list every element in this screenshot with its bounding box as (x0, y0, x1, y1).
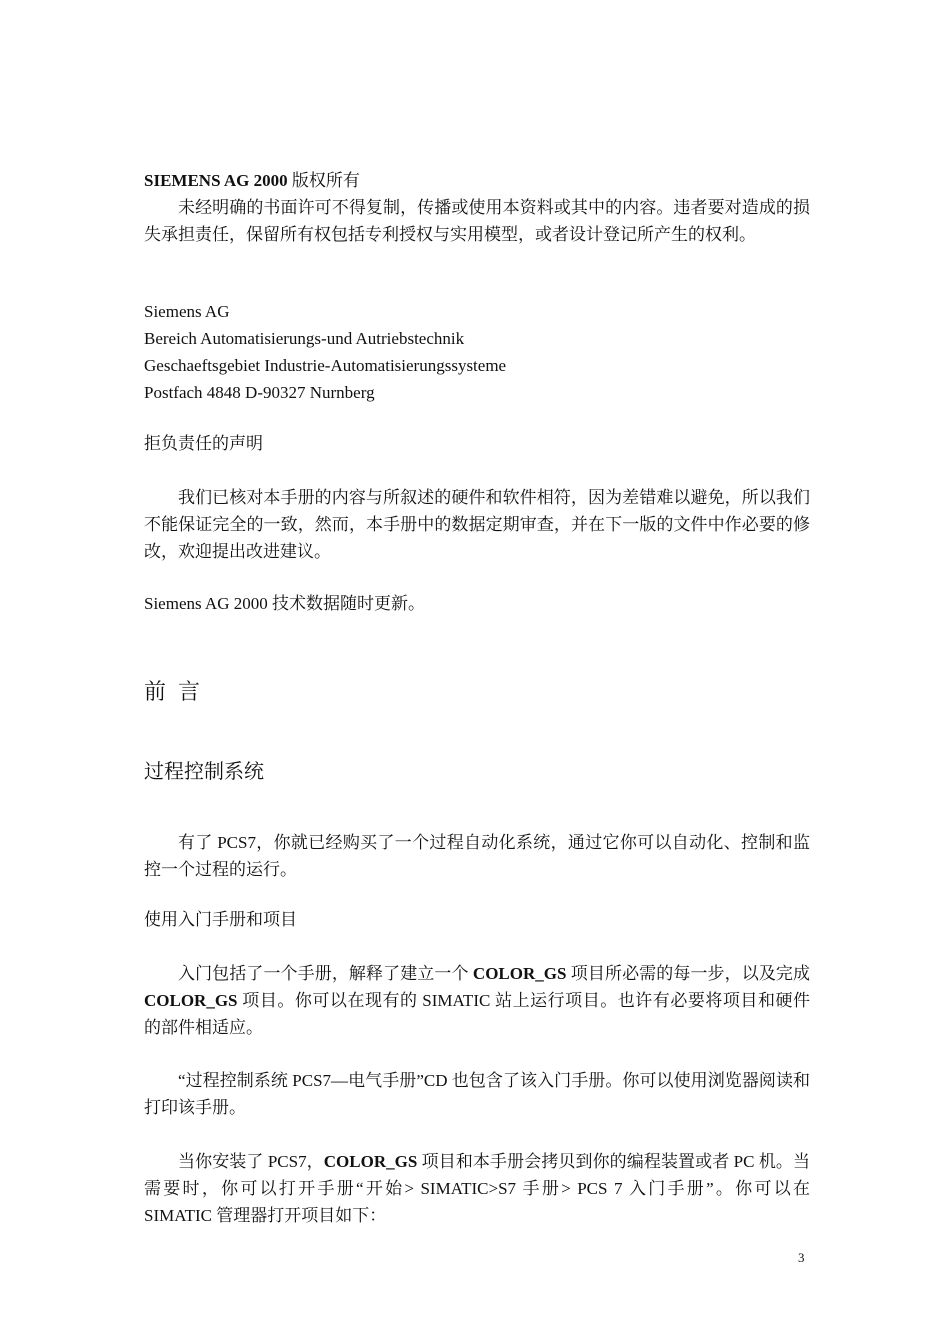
address-line-2: Bereich Automatisierungs-und Autriebstechnik (144, 329, 465, 348)
paragraph-getting-started (144, 960, 810, 1041)
p1-project-name: COLOR_GS (472, 964, 567, 983)
subheading: 使用入门手册和项目 (144, 910, 297, 929)
copyright-body: 未经明确的书面许可不得复制，传播或使用本资料或其中的内容。违者要对造成的损失承担责任，保留所有权包括专利授权与实用模型，或者设计登记所产生的权利。 (144, 198, 810, 244)
paragraph-install (144, 1148, 810, 1229)
copyright-rights: 版权所有 (287, 171, 360, 190)
p1-text-e: 项目。你可以在现有的 SIMATIC 站上运行项目。也许有必要将项目和硬件的部件相适应。 (144, 991, 810, 1037)
disclaimer-body: 我们已核对本手册的内容与所叙述的硬件和软件相符，因为差错难以避免，所以我们不能保证完全的一致，然而，本手册中的数据定期审查，并在下一版的文件中作必要的修改，欢迎提出改进建议。 (144, 488, 810, 561)
disclaimer-title: 拒负责任的声明 (144, 434, 263, 453)
p3-project-name: COLOR_GS (323, 1152, 418, 1171)
paragraph-cd: “过程控制系统 PCS7—电气手册”CD 也包含了该入门手册。你可以使用浏览器阅读和打印该手册。 (144, 1071, 811, 1117)
copyright-company: SIEMENS AG 2000 (144, 171, 288, 190)
address-block (144, 298, 810, 406)
intro-paragraph: 有了 PCS7，你就已经购买了一个过程自动化系统，通过它你可以自动化、控制和监控一个过程的运行。 (144, 833, 810, 879)
section-title: 过程控制系统 (144, 761, 264, 783)
p3-text-a: 当你安装了 PCS7， (178, 1152, 324, 1171)
address-line-4: Postfach 4848 D-90327 Nurnberg (144, 383, 375, 402)
copyright-heading (144, 167, 810, 194)
preface-heading: 前言 (144, 679, 213, 704)
address-line-3: Geschaeftsgebiet Industrie-Automatisierungssysteme (144, 356, 507, 375)
p1-text-a: 入门包括了一个手册，解释了建立一个 (178, 964, 473, 983)
page-number: 3 (798, 1250, 805, 1265)
address-line-1: Siemens AG (144, 302, 230, 321)
p1-text-c: 项目所必需的每一步，以及完成 (566, 964, 811, 983)
update-note: Siemens AG 2000 技术数据随时更新。 (144, 594, 425, 613)
p3-text-c: 项目和本手册会拷贝到你的编程装置或者 PC 机。当需要时，你可以打开手册“开始> SIMATIC>S7 手册> PCS 7 入门手册”。你可以在 SIMATIC 管理器打开项目如下： (144, 1152, 811, 1225)
p1-project-name-2: COLOR_GS (144, 991, 238, 1010)
